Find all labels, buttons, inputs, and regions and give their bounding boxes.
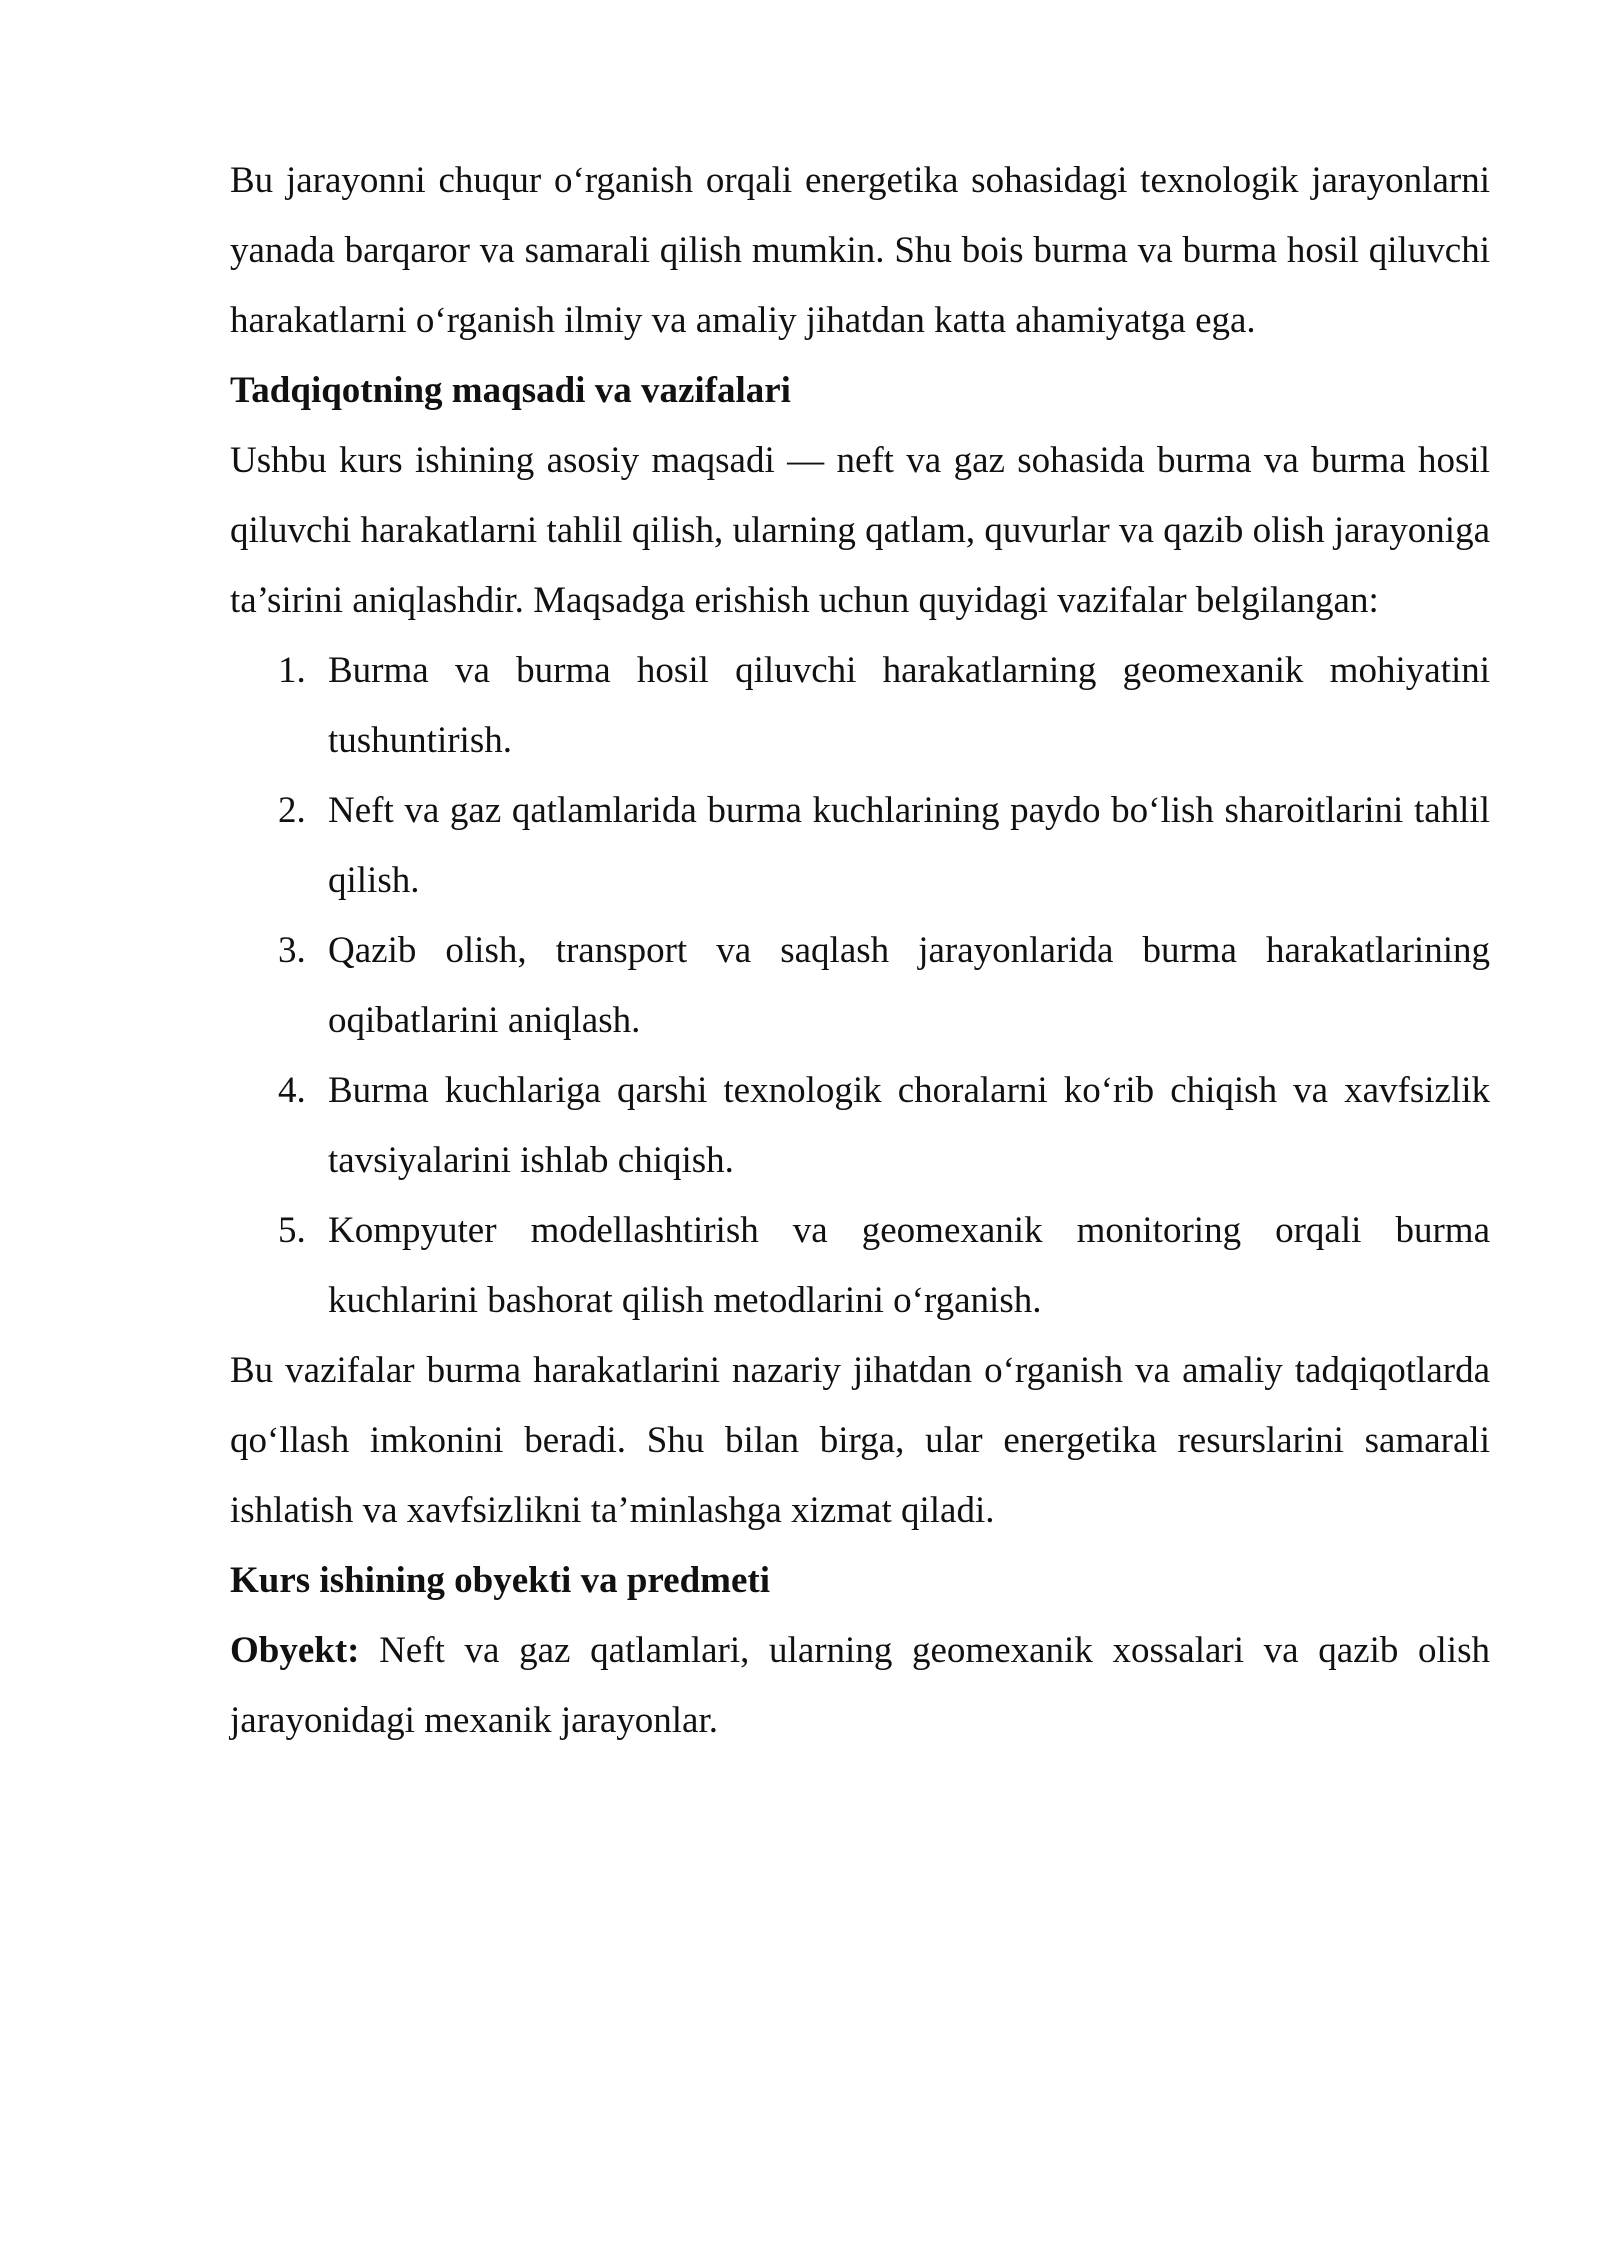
list-item-text: Burma kuchlariga qarshi texnologik choralarni ko‘rib chiqish va xavfsizlik tavsiyalarini ishlab chiqish. xyxy=(328,1070,1490,1181)
summary-paragraph: Bu vazifalar burma harakatlarini nazariy jihatdan o‘rganish va amaliy tadqiqotlarda qo‘llash imkonini beradi. Shu bilan birga, ular energetika resurslarini samarali ishlatish va xavfsizlikni ta’minlashga xizmat qiladi. xyxy=(230,1350,1490,1531)
list-item-number: 1. xyxy=(278,650,306,691)
list-item xyxy=(230,636,1490,776)
list-item-text: Neft va gaz qatlamlarida burma kuchlarining paydo bo‘lish sharoitlarini tahlil qilish. xyxy=(328,790,1490,901)
goal-paragraph: Ushbu kurs ishining asosiy maqsadi — neft va gaz sohasida burma va burma hosil qiluvchi harakatlarni tahlil qilish, ularning qatlam, quvurlar va qazib olish jarayoniga ta’sirini aniqlashdir. Maqsadga erishish uchun quyidagi vazifalar belgilangan: xyxy=(230,440,1490,621)
tasks-list xyxy=(230,636,1490,1336)
list-item-text: Burma va burma hosil qiluvchi harakatlarning geomexanik mohiyatini tushuntirish. xyxy=(328,650,1490,761)
list-item-number: 4. xyxy=(278,1070,306,1111)
object-label: Obyekt: xyxy=(230,1630,360,1671)
document-page xyxy=(230,146,1490,1756)
list-item xyxy=(230,776,1490,916)
list-item-text: Qazib olish, transport va saqlash jarayonlarida burma harakatlarining oqibatlarini aniqlash. xyxy=(328,930,1490,1041)
list-item-number: 2. xyxy=(278,790,306,831)
object-paragraph xyxy=(230,1616,1490,1756)
intro-paragraph: Bu jarayonni chuqur o‘rganish orqali energetika sohasidagi texnologik jarayonlarni yanada barqaror va samarali qilish mumkin. Shu bois burma va burma hosil qiluvchi harakatlarni o‘rganish ilmiy va amaliy jihatdan katta ahamiyatga ega. xyxy=(230,160,1490,341)
list-item xyxy=(230,1056,1490,1196)
list-item-number: 3. xyxy=(278,930,306,971)
list-item xyxy=(230,916,1490,1056)
object-heading: Kurs ishining obyekti va predmeti xyxy=(230,1560,771,1601)
aims-heading: Tadqiqotning maqsadi va vazifalari xyxy=(230,370,791,411)
object-text: Neft va gaz qatlamlari, ularning geomexanik xossalari va qazib olish jarayonidagi mexanik jarayonlar. xyxy=(230,1630,1490,1741)
list-item-number: 5. xyxy=(278,1210,306,1251)
list-item-text: Kompyuter modellashtirish va geomexanik monitoring orqali burma kuchlarini bashorat qilish metodlarini o‘rganish. xyxy=(328,1210,1490,1321)
list-item xyxy=(230,1196,1490,1336)
